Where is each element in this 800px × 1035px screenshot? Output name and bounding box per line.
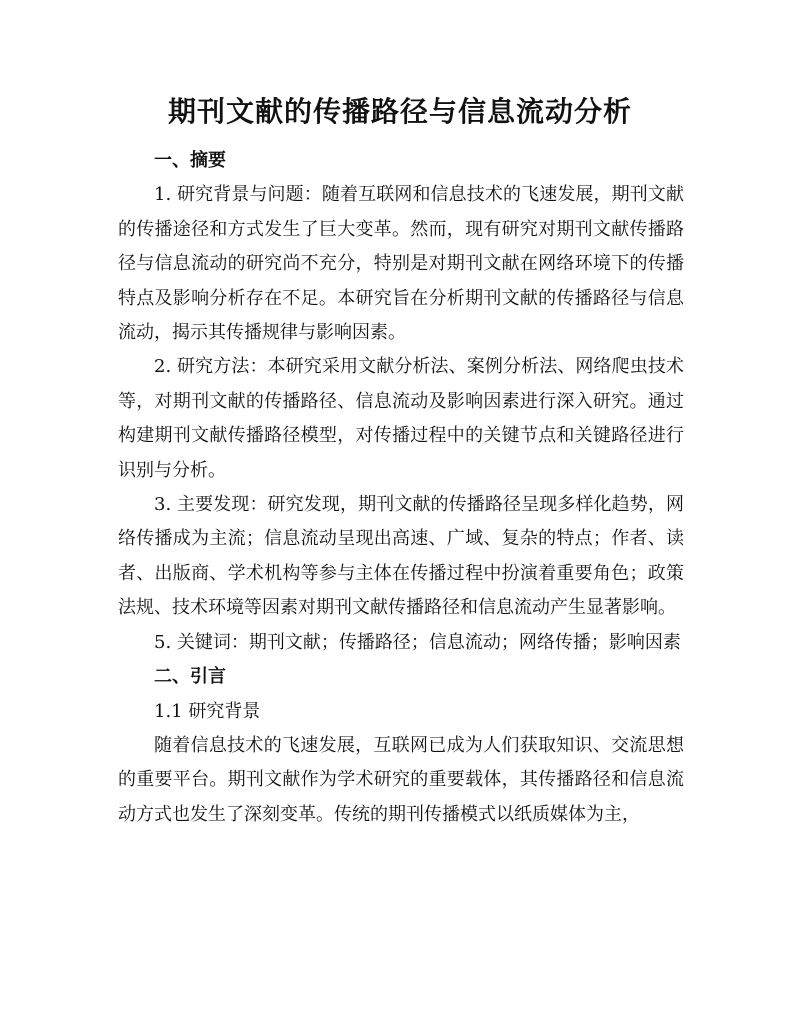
document-body	[118, 144, 684, 832]
section-heading-abstract: 一、摘要	[154, 150, 226, 171]
abstract-paragraph-background: 1. 研究背景与问题：随着互联网和信息技术的飞速发展，期刊文献的传播途径和方式发生了巨大变革。然而，现有研究对期刊文献传播路径与信息流动的研究尚不充分，特别是对期刊文献在网络环境下的传播特点及影响分析存在不足。本研究旨在分析期刊文献的传播路径与信息流动，揭示其传播规律与影响因素。	[118, 184, 684, 344]
intro-paragraph: 随着信息技术的飞速发展，互联网已成为人们获取知识、交流思想的重要平台。期刊文献作为学术研究的重要载体，其传播路径和信息流动方式也发生了深刻变革。传统的期刊传播模式以纸质媒体为主，	[118, 734, 684, 825]
abstract-paragraph-keywords: 5. 关键词：期刊文献；传播路径；信息流动；网络传播；影响因素	[154, 631, 681, 653]
abstract-paragraph-findings: 3. 主要发现：研究发现，期刊文献的传播路径呈现多样化趋势，网络传播成为主流；信息流动呈现出高速、广域、复杂的特点；作者、读者、出版商、学术机构等参与主体在传播过程中扮演着重要角色；政策法规、技术环境等因素对期刊文献传播路径和信息流动产生显著影响。	[118, 494, 684, 619]
abstract-paragraph-methods: 2. 研究方法：本研究采用文献分析法、案例分析法、网络爬虫技术等，对期刊文献的传播路径、信息流动及影响因素进行深入研究。通过构建期刊文献传播路径模型，对传播过程中的关键节点和关键路径进行识别与分析。	[118, 356, 684, 481]
document-title: 期刊文献的传播路径与信息流动分析	[167, 95, 632, 128]
subsection-heading-background: 1.1 研究背景	[154, 700, 261, 722]
section-heading-intro: 二、引言	[154, 666, 226, 688]
